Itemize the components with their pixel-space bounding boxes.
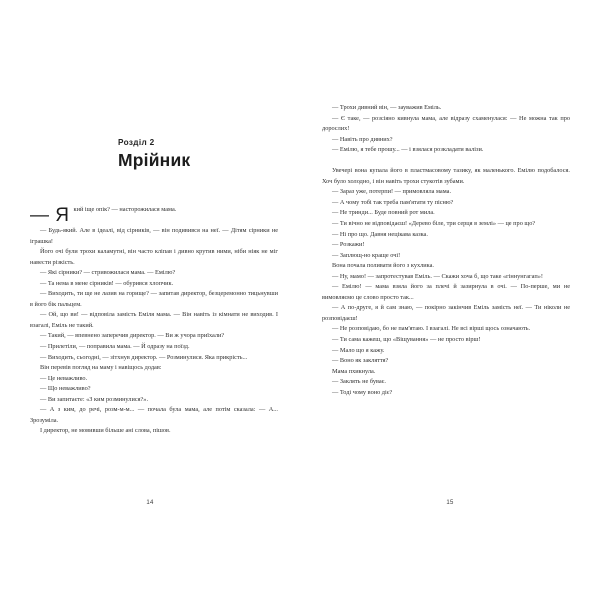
- paragraph: — Воно як закляття?: [332, 357, 389, 365]
- left-page-text: [0, 205, 300, 437]
- paragraph: — Є таке, — розсіяно кивнула мама, але відразу схаменулася: — Не можна так про дорослих!: [322, 114, 570, 133]
- paragraph: — Та нема в мене сірників! — обурився хлопчик.: [40, 279, 174, 287]
- paragraph: — Розкажи!: [332, 241, 365, 249]
- paragraph: — Мало що я кажу.: [332, 346, 385, 354]
- paragraph: — А з ким, до речі, розм-м-м... — почала була мама, але потім сказала: — А... Зрозуміла.: [30, 406, 278, 424]
- paragraph: І директор, не мовивши більше ані слова, пішов.: [40, 427, 171, 435]
- paragraph: Він перевів погляд на маму і навіщось додав:: [40, 364, 162, 372]
- paragraph: — Прилетіли, — поправила мама. — Й одразу на поїзд.: [40, 343, 190, 351]
- paragraph: — Виходить, сьогодні, — зітхнув директор. — Розминулися. Яка прикрість...: [40, 353, 248, 361]
- right-page-text: [300, 103, 600, 398]
- right-page: [300, 0, 600, 600]
- opening-paragraph-block: [30, 205, 278, 226]
- paragraph: — Це неважливо.: [40, 374, 88, 382]
- paragraph: — Ти сама кажеш, що «Віщування» — не просто вірш!: [332, 336, 481, 344]
- paragraph: — Виходить, ти ще не лазив на горище? — запитав директор, безцеремонно тицьнувши в його бік пальцем.: [30, 290, 278, 308]
- paragraph: — Заплющ-но краще очі!: [332, 251, 401, 259]
- paragraph: — Ви запитаєте: «З ким розминулися?».: [40, 395, 149, 403]
- paragraph: — Заклять не буває.: [332, 378, 386, 386]
- paragraph: Увечері вона купала його в пластмасовому тазику, як маленького. Емілю подобалося. Хоч було холодно, і він навіть трохи стукотів зубами.: [322, 167, 570, 185]
- paragraph: — Навіть про дивних?: [332, 135, 393, 143]
- page-number-right: 15: [446, 500, 454, 506]
- paragraph: Його очі були трохи каламутні, він часто кліпав і дивно крутив ними, ніби ніяк не міг навести різкість.: [30, 248, 278, 266]
- paragraph: — Зараз уже, потерпи! — примовляла мама.: [332, 188, 452, 196]
- paragraph: — Які сірники? — стривожилася мама. — Емілю?: [40, 269, 176, 277]
- paragraph: — Тоді чому воно діє?: [332, 388, 393, 396]
- paragraph: — Будь-який. Але в ідеалі, від сірників, — він подивився на неї. — Дітям сірники не іграшка!: [30, 227, 278, 245]
- paragraph: — А чому тобі так треба пам'ятати ту пісню?: [332, 198, 454, 206]
- paragraph: — Ну, мамо! — запротестував Еміль. — Скажи хоча б, що таке «гіннунгагап»!: [332, 272, 543, 280]
- paragraph: — Трохи дивний він, — зауважив Еміль.: [332, 104, 442, 111]
- chapter-label: Розділ 2: [118, 138, 155, 147]
- paragraph: — А по-друге, я й сам знаю, — покірно закінчив Еміль замість неї. — Ти ніколи не розповідаєш!: [322, 304, 570, 322]
- paragraph: Мама пхикнула.: [332, 367, 376, 375]
- paragraph: — Що неважливо?: [40, 385, 91, 393]
- page-number-left: 14: [146, 500, 154, 506]
- paragraph: — Ні про що. Давня нецікава казка.: [332, 230, 428, 238]
- chapter-title: Мрійник: [118, 150, 191, 171]
- chapter-heading: [0, 138, 300, 169]
- paragraph: — Ти вічно не відповідаєш! «Дерево біле, три серця в землі» — це про що?: [332, 220, 536, 228]
- paragraph: — Ой, що ви! — відповіла замість Еміля мама. — Він навіть із кімнати не виходив. І взагалі, Еміль не такий.: [30, 311, 278, 329]
- paragraph: — Не розповідаю, бо не пам'ятаю. І взагалі. Не всі вірші щось означають.: [332, 325, 531, 333]
- paragraph: Вона почала поливати його з кухлика.: [332, 262, 434, 270]
- paragraph: — Емілю, я тебе прошу... — і взялася розкладати валізи.: [332, 146, 484, 154]
- paragraph: — Емілю! — мама взяла його за плечі й зазирнула в очі. — По-перше, ми не вимовляємо це слово просто так...: [322, 283, 570, 301]
- paragraph: — Не тринди... Буде повний рот мила.: [332, 209, 435, 217]
- paragraph: — Такий, — впевнено заперечив директор. — Ви ж учора приїхали?: [40, 332, 225, 340]
- drop-cap: — Я: [30, 205, 70, 226]
- paragraph: кий іще опік? — насторожилася мама.: [73, 206, 177, 213]
